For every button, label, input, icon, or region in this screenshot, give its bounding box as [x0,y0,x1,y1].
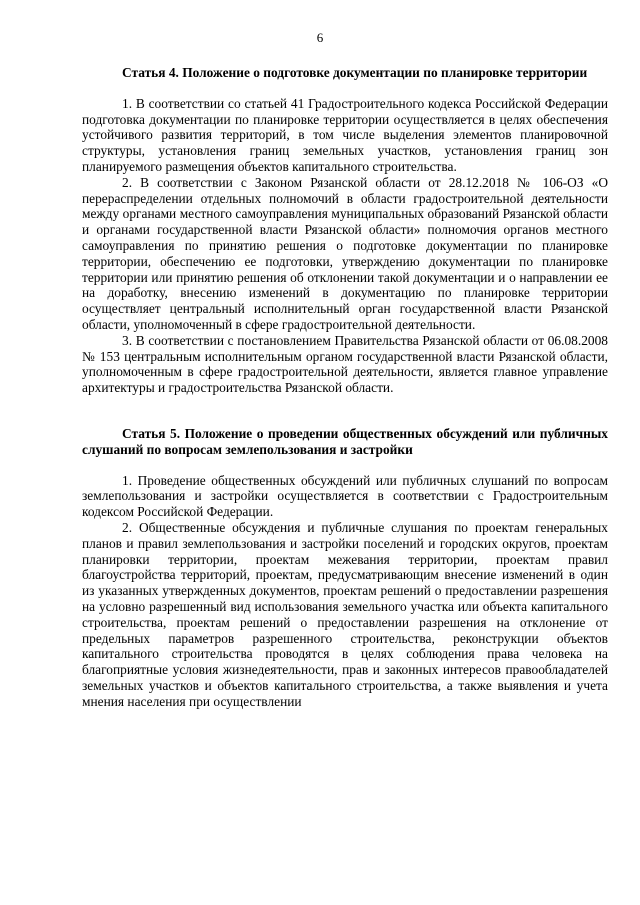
article-4-paragraph-2: 2. В соответствии с Законом Рязанской области от 28.12.2018 № 106-ОЗ «О перераспределении отдельных полномочий в области градостроительной деятельности между органами местного самоуправления муниципальных образований Рязанской области и органами государственной власти Рязанской области» полномочия органов местного самоуправления по принятию решения о подготовке документации по планировке территории, обеспечению ее подготовки, утверждению документации по планировке территории или принятию решения об отклонении такой документации и о направлении ее на доработку, внесению изменений в документацию по планировке территории осуществляет центральный исполнительный орган государственной власти Рязанской области, уполномоченный в сфере градостроительной деятельности. [82,174,608,332]
article-4-paragraph-1: 1. В соответствии со статьей 41 Градостроительного кодекса Российской Федерации подготовка документации по планировке территории осуществляется в целях обеспечения устойчивого развития территорий, в том числе выделения элементов планировочной структуры, установления границ земельных участков, установления границ зон планируемого размещения объектов капитального строительства. [82,95,608,174]
article-4-paragraph-3: 3. В соответствии с постановлением Правительства Рязанской области от 06.08.2008 № 153 центральным исполнительным органом государственной власти Рязанской области, уполномоченным в сфере градостроительной деятельности, является главное управление архитектуры и градостроительства Рязанской области. [82,332,608,396]
document-body [82,55,608,709]
article-5-paragraph-2: 2. Общественные обсуждения и публичные слушания по проектам генеральных планов и правил землепользования и застройки поселений и городских округов, проектам планировки территории, проектам межевания территории, проектам правил благоустройства территорий, проектам, предусматривающим внесение изменений в один из указанных утвержденных документов, проектам решений о предоставлении разрешения на условно разрешенный вид использования земельного участка или объекта капитального строительства, проектам решений о предоставлении разрешения на отклонение от предельных параметров разрешенного строительства, реконструкции объектов капитального строительства проводятся в целях соблюдения права человека на благоприятные условия жизнедеятельности, прав и законных интересов правообладателей земельных участков и объектов капитального строительства, а также выявления и учета мнения населения при осуществлении [82,519,608,709]
spacer [82,458,608,473]
spacer [82,396,608,426]
article-5-heading: Статья 5. Положение о проведении общественных обсуждений или публичных слушаний по вопросам землепользования и застройки [82,425,608,457]
page-number: 6 [316,30,324,45]
article-4-heading: Статья 4. Положение о подготовке документации по планировке территории [122,65,588,80]
article-5-paragraph-1: 1. Проведение общественных обсуждений или публичных слушаний по вопросам землепользования и застройки осуществляется в соответствии с Градостроительным кодексом Российской Федерации. [82,472,608,520]
spacer [82,81,608,96]
